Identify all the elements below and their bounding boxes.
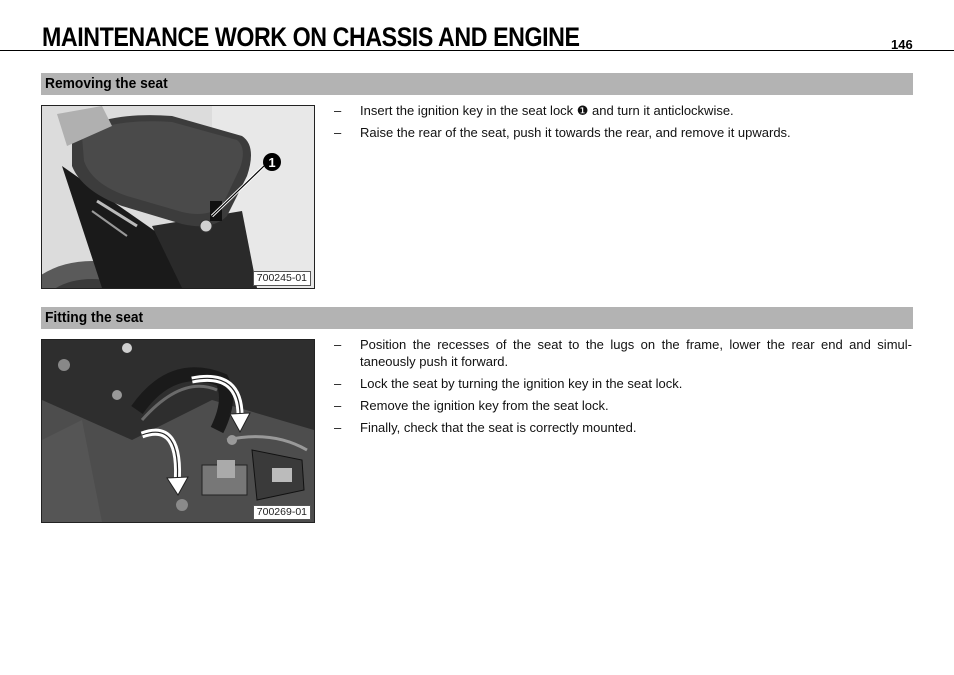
step-text: Finally, check that the seat is correctly mounted. [360,420,637,435]
removing-seat-steps [334,102,912,146]
bullet-dash: – [334,125,342,140]
bullet-dash: – [334,376,342,391]
section-title: Removing the seat [45,75,168,92]
page-title: MAINTENANCE WORK ON CHASSIS AND ENGINE [42,22,580,52]
list-item [334,102,912,119]
step-text: Remove the ignition key from the seat lock. [360,398,609,413]
list-item [334,336,912,370]
bullet-dash: – [334,398,342,413]
step-text: Insert the ignition key in the seat lock ❶ and turn it anticlockwise. [360,103,734,118]
bullet-dash: – [334,103,342,118]
figure-label: 700245-01 [253,271,311,286]
section-title: Fitting the seat [45,309,144,326]
seat-removal-photo [41,105,315,289]
section-header-fitting-seat [41,307,913,329]
step-text: Lock the seat by turning the ignition key in the seat lock. [360,376,683,391]
figure-label: 700269-01 [253,505,311,520]
callout-1: 1 [268,155,276,170]
fitting-seat-steps [334,336,912,441]
step-text: Raise the rear of the seat, push it towards the rear, and remove it upwards. [360,125,791,140]
section-header-removing-seat [41,73,913,95]
step-text: Position the recesses of the seat to the lugs on the frame, lower the rear end and simultaneously push it forward. [360,337,912,369]
bullet-dash: – [334,420,342,435]
page-number: 146 [891,37,913,52]
title-divider [0,50,954,51]
list-item [334,419,912,436]
bullet-dash: – [334,337,342,352]
seat-fitting-image [42,340,314,522]
list-item [334,375,912,392]
list-item [334,124,912,141]
seat-removal-image [42,106,314,288]
seat-fitting-photo [41,339,315,523]
list-item [334,397,912,414]
